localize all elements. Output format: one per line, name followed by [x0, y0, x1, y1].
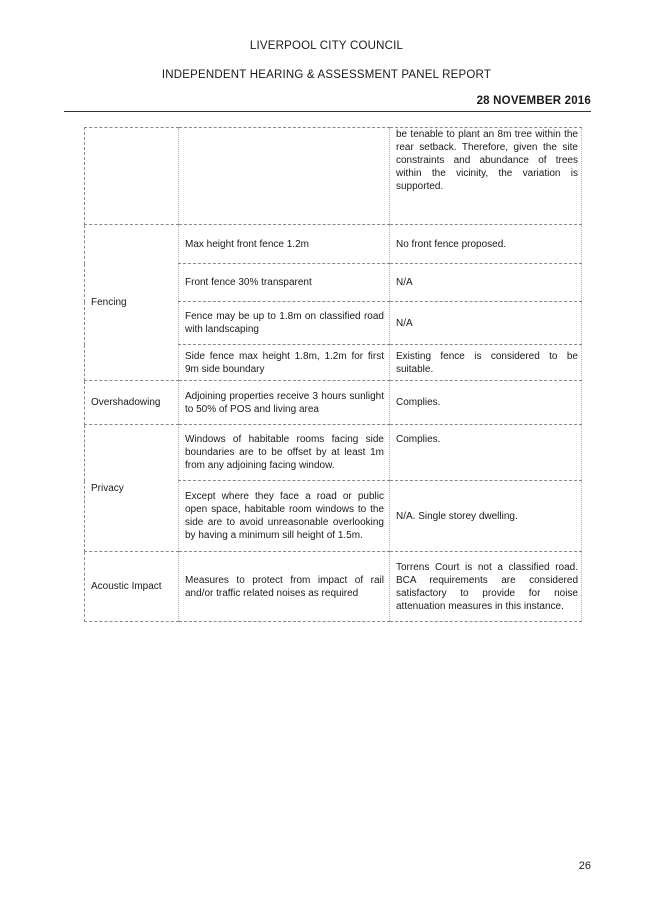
proposal-cell: Complies.: [390, 425, 582, 481]
control-cell: Max height front fence 1.2m: [179, 225, 390, 264]
table-row: [85, 381, 582, 425]
control-cell: Side fence max height 1.8m, 1.2m for first 9m side boundary: [179, 345, 390, 381]
proposal-cell: Complies.: [390, 381, 582, 425]
category-cell: Overshadowing: [85, 381, 179, 425]
proposal-cell: be tenable to plant an 8m tree within the rear setback. Therefore, given the site constraints and abundance of trees within the vicinity, the variation is supported.: [390, 128, 582, 225]
category-cell: [85, 128, 179, 225]
control-cell: Adjoining properties receive 3 hours sunlight to 50% of POS and living area: [179, 381, 390, 425]
table-row: [85, 128, 582, 225]
category-cell: Fencing: [85, 225, 179, 381]
proposal-cell: N/A: [390, 264, 582, 302]
compliance-table: [84, 127, 582, 622]
proposal-cell: Torrens Court is not a classified road. BCA requirements are considered satisfactory to provide for noise attenuation measures in this instance.: [390, 552, 582, 622]
report-title: INDEPENDENT HEARING & ASSESSMENT PANEL REPORT: [161, 69, 492, 81]
category-cell: Privacy: [85, 425, 179, 552]
control-cell: Measures to protect from impact of rail and/or traffic related noises as required: [179, 552, 390, 622]
page-number: 26: [578, 860, 591, 872]
control-cell: Front fence 30% transparent: [179, 264, 390, 302]
table-row: [85, 425, 582, 481]
control-cell: Except where they face a road or public open space, habitable room windows to the side are to avoid unreasonable overlooking by having a minimum sill height of 1.5m.: [179, 481, 390, 552]
proposal-cell: N/A: [390, 302, 582, 345]
control-cell: [179, 128, 390, 225]
table-row: [85, 552, 582, 622]
proposal-cell: Existing fence is considered to be suitable.: [390, 345, 582, 381]
category-cell: Acoustic Impact: [85, 552, 179, 622]
report-date: 28 NOVEMBER 2016: [476, 95, 591, 107]
proposal-cell: N/A. Single storey dwelling.: [390, 481, 582, 552]
control-cell: Windows of habitable rooms facing side boundaries are to be offset by at least 1m from any adjoining facing window.: [179, 425, 390, 481]
table-row: [85, 225, 582, 264]
council-name: LIVERPOOL CITY COUNCIL: [249, 40, 404, 52]
control-cell: Fence may be up to 1.8m on classified road with landscaping: [179, 302, 390, 345]
header-divider: [64, 111, 591, 112]
proposal-cell: No front fence proposed.: [390, 225, 582, 264]
